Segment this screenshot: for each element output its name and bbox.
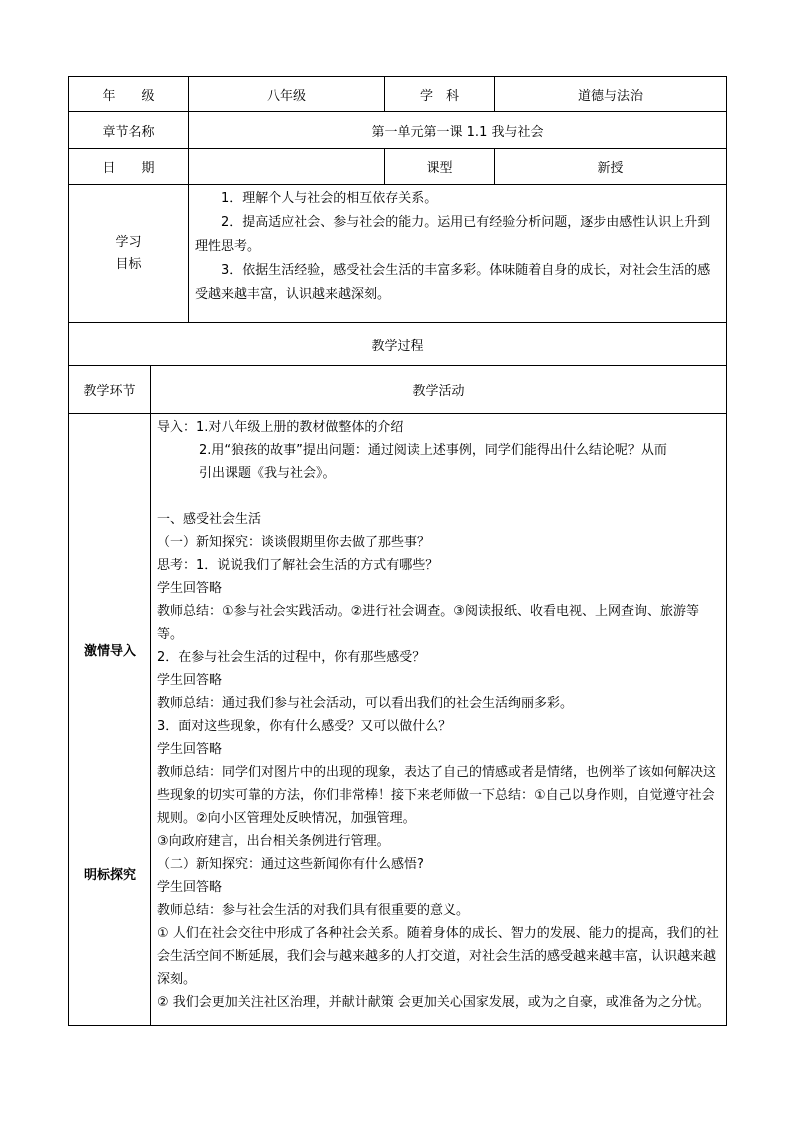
chapter-label: 章节名称 (69, 112, 189, 149)
activity-line: ② 我们会更加关注社区治理，并献计献策 会更加关心国家发展，或为之自豪，或准备为之分忧。 (157, 995, 710, 1010)
process-title: 教学过程 (69, 323, 727, 366)
activity-line: 2．在参与社会生活的过程中，你有那些感受？ (157, 650, 426, 665)
phase-cell (69, 414, 151, 1026)
lesson-plan-table (68, 76, 727, 1026)
subject-value: 道德与法治 (495, 77, 727, 112)
goals-label (69, 185, 189, 323)
goals-label-line2: 目标 (115, 256, 142, 272)
activity-line: 学生回答略 (157, 742, 223, 757)
activity-line: 教师总结：参与社会生活的对我们具有很重要的意义。 (157, 903, 470, 918)
date-value (189, 149, 385, 185)
phase-column-header: 教学环节 (69, 366, 151, 414)
activity-line: 教师总结：通过我们参与社会活动，可以看出我们的社会生活绚丽多彩。 (157, 696, 574, 711)
activity-line: 3．面对这些现象，你有什么感受？又可以做什么？ (157, 719, 452, 734)
grade-value: 八年级 (189, 77, 385, 112)
activity-line: ① 人们在社会交往中形成了各种社会关系。随着身体的成长、智力的发展、能力的提高，我们的社会生活空间不断延展，我们会与越来越多的人打交道，对社会生活的感受越来越丰富，认识越来越深刻。 (157, 926, 719, 987)
activity-line: 一、感受社会生活 (157, 512, 262, 527)
activity-column-header: 教学活动 (151, 366, 727, 414)
activity-line: （一）新知探究：谈谈假期里你去做了那些事？ (157, 535, 431, 550)
activity-content (151, 414, 727, 1026)
activity-line: （二）新知探究：通过这些新闻你有什么感悟? (157, 857, 424, 872)
goals-label-line1: 学习 (115, 234, 142, 250)
activity-line: 教师总结：①参与社会实践活动。②进行社会调查。③阅读报纸、收看电视、上网查询、旅游等等。 (157, 604, 699, 642)
activity-line: 导入：1.对八年级上册的教材做整体的介绍 (157, 420, 404, 435)
lesson-type-value: 新授 (495, 149, 727, 185)
goal-item: 2．提高适应社会、参与社会的能力。运用已有经验分析问题，逐步由感性认识上升到理性思考。 (195, 215, 711, 254)
phase-intro: 激情导入 (83, 644, 136, 659)
activity-line: 学生回答略 (157, 581, 223, 596)
activity-line: 教师总结：同学们对图片中的出现的现象，表达了自己的情感或者是情绪，也例举了该如何解决这些现象的切实可靠的方法，你们非常棒！接下来老师做一下总结：①自己以身作则，自觉遵守社会规则。②向小区管理处反映情况，加强管理。 (157, 765, 717, 826)
goal-item: 1．理解个人与社会的相互依存关系。 (221, 191, 438, 206)
activity-line: 引出课题《我与社会》。 (199, 466, 336, 481)
activity-line: 学生回答略 (157, 880, 223, 895)
activity-line: 思考：1．说说我们了解社会生活的方式有哪些？ (157, 558, 439, 573)
goal-item: 3．依据生活经验，感受社会生活的丰富多彩。体味随着自身的成长，对社会生活的感受越来越丰富，认识越来越深刻。 (195, 263, 711, 302)
activity-line: 学生回答略 (157, 673, 223, 688)
goals-content (189, 185, 727, 323)
subject-label: 学 科 (385, 77, 495, 112)
grade-label: 年 级 (69, 77, 189, 112)
activity-line: 2.用“狼孩的故事”提出问题：通过阅读上述事例，同学们能得出什么结论呢？从而 (199, 443, 667, 458)
date-label: 日 期 (69, 149, 189, 185)
activity-line: ③向政府建言，出台相关条例进行管理。 (157, 834, 390, 849)
lesson-type-label: 课型 (385, 149, 495, 185)
phase-explore: 明标探究 (83, 868, 136, 883)
chapter-value: 第一单元第一课 1.1 我与社会 (189, 112, 727, 149)
